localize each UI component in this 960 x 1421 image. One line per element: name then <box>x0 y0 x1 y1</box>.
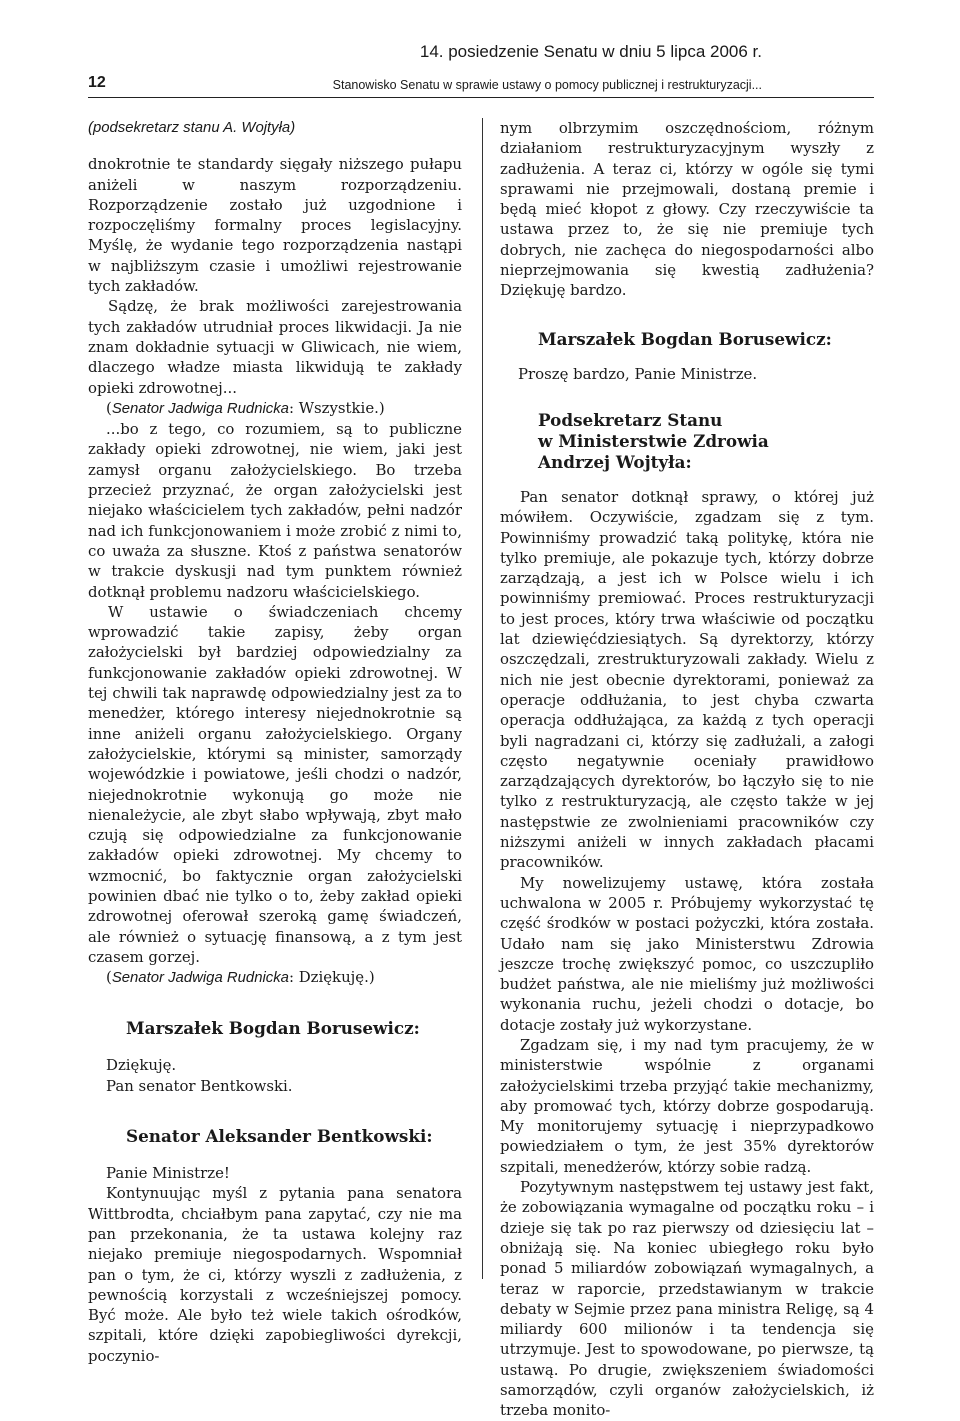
speaker-heading-line: Podsekretarz Stanu <box>538 409 723 430</box>
page-number: 12 <box>88 74 106 91</box>
paragraph: Sądzę, że brak możliwości zarejestrowania tych zakładów utrudniał proces likwidacji. Ja nie znam dokładnie sytuacji w Gliwicach, nie wiem, dlaczego władze miasta likwidują te zakłady opieki zdrowotnej... <box>88 297 462 397</box>
speaker-heading-line: w Ministerstwie Zdrowia <box>538 430 769 451</box>
page-header <box>88 40 874 98</box>
speaker-reference: (podsekretarz stanu A. Wojtyła) <box>88 120 296 136</box>
paragraph: W ustawie o świadczeniach chcemy wprowadzić takie zapisy, żeby organ założycielski był bardziej odpowiedzialny za funkcjonowanie zakładów opieki zdrowotnej. W tej chwili tak naprawdę odpowiedzialny jest za to menedżer, którego interesy niejednokrotnie są inne aniżeli organu założycielskiego. Organy założycielskie, którymi są minister, samorządy wojewódzkie i powiatowe, jeśli chodzi o nadzór, niejednokrotnie wykonują go może nie nienależycie, ale zbyt słabo wpływają, zbyt mało czują się odpowiedzialne za funkcjonowanie zakładów opieki zdrowotnej. My chcemy to wzmocnić, bo faktycznie organ założycielski powinien dbać nie tylko o to, żeby zakład opieki zdrowotnej oferował szeroką gamę świadczeń, ale również o sytuację finansową, a z tym jest czasem gorzej. <box>88 602 462 966</box>
paragraph: dnokrotnie te standardy sięgały niższego pułapu aniżeli w naszym rozporządzeniu. Rozporządzenie zostało już uzgodnione i rozpoczęliśmy formalny proces legislacyjny. Myślę, że wydanie tego rozporządzenia nastąpi w najbliższym czasie i umożliwi rejestrowanie tych zakładów. <box>88 155 462 296</box>
speaker-heading-line: Andrzej Wojtyła: <box>538 451 692 472</box>
interjection-text: : Dziękuję.) <box>288 968 375 987</box>
speaker-heading: Marszałek Bogdan Borusewicz: <box>126 1018 420 1039</box>
interjection-text: : Wszystkie.) <box>288 398 385 417</box>
paragraph: Proszę bardzo, Panie Ministrze. <box>518 364 758 383</box>
paragraph: Kontynuując myśl z pytania pana senatora Wittbrodta, chciałbym pana zapytać, czy nie ma pan przekonania, że ta ustawa kolejny raz niejako premiuje niegospodarnych. Wspomniał pan o tym, że ci, którzy wyszli z zadłużenia, z pewnością korzystali z wcześniejszej pomocy. Być może. Ale było też wiele takich ośrodków, szpitali, które dzięki zapobiegliwości dyrekcji, poczynio- <box>88 1184 462 1365</box>
paragraph: Zgadzam się, i my nad tym pracujemy, że w ministerstwie wspólnie z organami założycielskimi trzeba przyjąć takie mechanizmy, aby promować tych, którzy dobrze gospodarują. My monitorujemy sytuację i nieprzypadkowo powiedziałem o tym, że jest 35% dyrektorów szpitali, menedżerów, którzy sobie radzą. <box>500 1035 874 1176</box>
paragraph: Pan senator dotknął sprawy, o której już mówiłem. Oczywiście, zgadzam się z tym. Powinniśmy prowadzić taką politykę, która nie tylko premiuje, ale pokazuje tych, którzy dobrze zarządzają, a jest ich w Polsce wielu i ich powinniśmy premiować. Proces restrukturyzacji to jest proces, który trwa właściwie od początku lat dziewięćdziesiątych. Są dyrektorzy, którzy oszczędzali, zrestrukturyzowali zakłady. Wielu z nich nie jest obecnie dyrektorami, ponieważ za operacje oddłużania, to jest chyba czwarta operacja oddłużająca, za każdą z tych operacji byli nagradzani ci, którzy się zadłużali, a załogi często negatywnie oceniały prawidłowo zarządzających dyrektorów, bo łączyło się to nie tylko z restrukturyzacją, ale często także w jej następstwie ze zwolnieniami pracowników czy niższymi aniżeli w innych zakładach płacami pracowników. <box>500 487 874 872</box>
session-title: 14. posiedzenie Senatu w dniu 5 lipca 2006 r. <box>419 42 762 61</box>
header-rule <box>88 97 874 98</box>
paragraph: Pozytywnym następstwem tej ustawy jest fakt, że zobowiązania wymagalne od początku roku – i dzieje się tak po raz pierwszy od dziesięciu lat – obniżają się. Na koniec ubiegłego roku było ponad 5 miliardów zobowiązań wymagalnych, a teraz w raporcie, przedstawianym w trakcie debaty w Sejmie przez pana ministra Religę, są 4 miliardy 600 milionów i ta tendencja się utrzymuje. Jest to spowodowane, po pierwsze, tą ustawą. Po drugie, zwiększeniem świadomości samorządów, czyli organów założycielskich, iż trzeba monito- <box>500 1178 874 1420</box>
interjection-speaker: Senator Jadwiga Rudnicka <box>111 970 289 987</box>
paragraph: My nowelizujemy ustawę, która została uchwalona w 2005 r. Próbujemy wykorzystać tę część środków w postaci pożyczki, która została. Udało nam się jako Ministerstwu Zdrowia jeszcze trochę zwiększyć pomoc, co uszczupliło budżet państwa, ale nie mieliśmy już możliwości wykonania ruchu, jeżeli chodzi o dotacje, bo dotacje zostały już wykorzystane. <box>500 873 874 1034</box>
paragraph: Pan senator Bentkowski. <box>106 1076 293 1095</box>
paragraph: ...bo z tego, co rozumiem, są to publiczne zakłady opieki zdrowotnej, nie wiem, jaki jest zamysł organu założycielskiego. Bo trzeba przecież przyznać, że organ założycielski jest niejako właścicielem tych zakładów, pełni nadzór nad ich funkcjonowaniem i może zrobić z nimi to, co uważa za słuszne. Ktoś z państwa senatorów w trakcie dyskusji nad tym punktem również dotknął problemu nadzoru właścicielskiego. <box>88 420 462 601</box>
speaker-heading-block <box>500 410 874 473</box>
speaker-heading: Senator Aleksander Bentkowski: <box>126 1126 433 1147</box>
interjection-speaker: Senator Jadwiga Rudnicka <box>111 400 289 417</box>
paragraph: Panie Ministrze! <box>106 1164 230 1183</box>
left-column <box>88 118 462 1366</box>
paragraph: Dziękuję. <box>106 1056 177 1075</box>
right-column <box>500 118 874 1421</box>
interjection: (Senator Jadwiga Rudnicka: Wszystkie.) <box>106 398 385 417</box>
paragraph: nym olbrzymim oszczędnościom, różnym działaniom restrukturyzacyjnym wyszły z zadłużenia. A teraz ci, którzy w ogóle się tymi sprawami nie przejmowali, dostaną premie i będą mieć kłopot z głowy. Czy rzeczywiście ta ustawa przez to, że się nie premiuje tych dobrych, nie zachęca do niegospodarności albo nieprzejmowania się kwestią zadłużenia? Dziękuję bardzo. <box>500 119 874 300</box>
column-divider <box>482 118 483 1279</box>
speaker-heading: Marszałek Bogdan Borusewicz: <box>538 328 832 349</box>
interjection: (Senator Jadwiga Rudnicka: Dziękuję.) <box>106 968 375 987</box>
session-subtitle: Stanowisko Senatu w sprawie ustawy o pomocy publicznej i restrukturyzacji... <box>332 78 762 92</box>
